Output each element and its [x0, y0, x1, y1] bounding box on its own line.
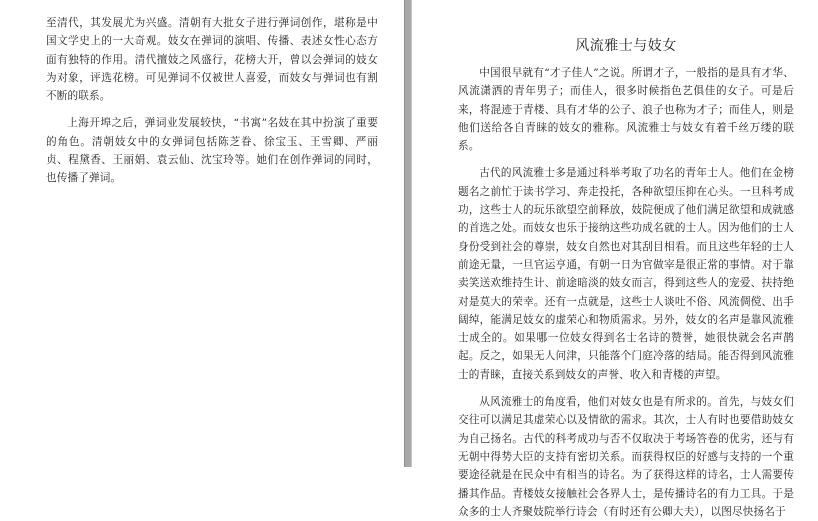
left-paragraph-2: 上海开埠之后，弹词业发展较快，“书寓”名妓在其中扮演了重要的角色。清朝妓女中的女弹词包括陈芝眷、徐宝玉、王雪卿、严丽贞、程黛香、王丽娟、袁云仙、沈宝玲等。她们在创作弹词的同时，也传播了弹词。: [46, 117, 378, 185]
chapter-title: 风流雅士与妓女: [575, 38, 677, 54]
left-paragraph-1: 至清代，其发展尤为兴盛。清朝有大批女子进行弹词创作，堪称是中国文学史上的一大奇观。妓女在弹词的演唱、传播、表述女性心态方面有独特的作用。清代擅妓之风盛行，花榜大开，曾以会弹词的妓女为对象，评选花榜。可见弹词不仅被世人喜爱，而妓女与弹词也有割不断的联系。: [46, 17, 378, 103]
right-page: [412, 0, 818, 518]
page-divider: [404, 0, 412, 467]
right-paragraph-3: 从风流雅士的角度看，他们对妓女也是有所求的。首先，与妓女们交往可以满足其虚荣心以及情欲的需求。其次，士人有时也要借助妓女为自己扬名。古代的科考成功与否不仅取决于考场答卷的优劣，还与有无朝中得势大臣的支持有密切关系。而获得权臣的好感与支持的一个重要途径就是在民众中有相当的诗名。为了获得这样的诗名，士人需要传播其作品。青楼妓女接触社会各界人士，是传播诗名的有力工具。于是众多的士人齐聚妓院举行诗会（有时还有公卿大夫），以图尽快扬名于: [458, 396, 794, 518]
right-paragraph-2: 古代的风流雅士多是通过科举考取了功名的青年士人。他们在金榜题名之前忙于读书学习、奔走投托，各种欲望压抑在心头。一旦科考成功，这些士人的玩乐欲望空前释放，妓院便成了他们满足欲望和成就感的首选之处。而妓女也乐于接纳这些功成名就的士人。因为他们的士人身份受到社会的尊崇，妓女自然也对其刮目相看。而且这些年轻的士人前途无量，一旦官运亨通，有朝一日为官做宰是很正常的事情。对于靠卖笑送欢维持生计、前途暗淡的妓女而言，得到这些人的宠爱、扶持绝对是莫大的荣幸。还有一点就是，这些士人谈吐不俗、风流倜傥、出手阔绰，能满足妓女的虚荣心和物质需求。另外，妓女的名声是靠风流雅士成全的。如果哪一位妓女得到名士名诗的赞誉，她很快就会名声鹊起。反之，如果无人问津，只能落个门庭冷落的结局。能否得到风流雅士的青睐，直接关系到妓女的声誉、收入和青楼的声望。: [458, 167, 794, 381]
left-page: [0, 0, 404, 467]
right-paragraph-1: 中国很早就有“才子佳人”之说。所谓才子，一般指的是具有才华、风流潇洒的青年男子；而佳人，很多时候指色艺俱佳的女子。可是后来，将混迹于青楼、具有才华的公子、浪子也称为才子；而佳人，则是他们送给各自青睐的妓女的雅称。风流雅士与妓女有着千丝万缕的联系。: [458, 67, 794, 153]
